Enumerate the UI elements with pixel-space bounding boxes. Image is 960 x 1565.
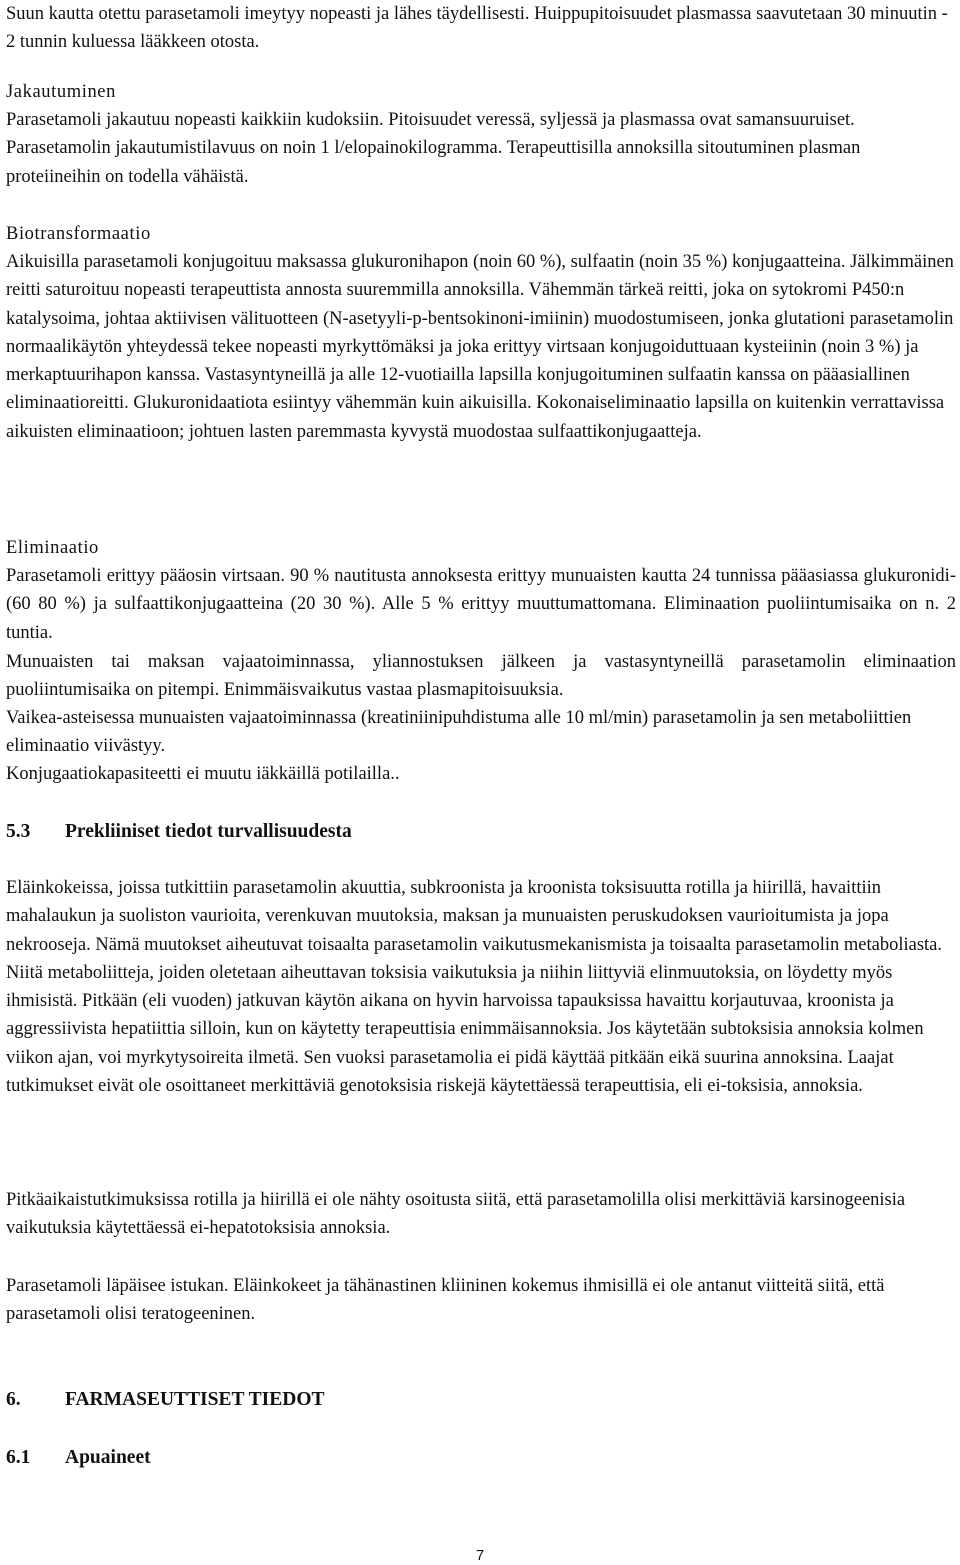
section-number: 5.3 (6, 821, 31, 842)
section-title: Prekliiniset tiedot turvallisuudesta (65, 821, 352, 842)
elimination-heading: Eliminaatio (6, 538, 99, 558)
section-5-3-heading (6, 818, 956, 846)
preclinical-paragraph-3: Parasetamoli läpäisee istukan. Eläinkokeet ja tähänastinen kliininen kokemus ihmisillä ei ole antanut viitteitä siitä, että parasetamoli olisi teratogeeninen. (6, 1276, 885, 1325)
elimination-paragraph-2: Munuaisten tai maksan vajaatoiminnassa, yliannostuksen jälkeen ja vastasyntyneillä parasetamolin eliminaation puoliintumisaika on pitempi. Enimmäisvaikutus vastaa plasmapitoisuuksia. (6, 652, 956, 701)
absorption-paragraph: Suun kautta otettu parasetamoli imeytyy nopeasti ja lähes täydellisesti. Huippupitoisuudet plasmassa saavutetaan 30 minuutin - 2 tunnin kuluessa lääkkeen otosta. (6, 4, 948, 53)
section-title: Apuaineet (65, 1447, 151, 1468)
section-6-1-heading (6, 1444, 956, 1472)
biotransformation-heading: Biotransformaatio (6, 224, 151, 244)
preclinical-paragraph-1: Eläinkokeissa, joissa tutkittiin parasetamolin akuuttia, subkroonista ja kroonista toksisuutta rotilla ja hiirillä, havaittiin mahalaukun ja suoliston vaurioita, verenkuvan muutoksia, maksan ja munuaisten peruskudoksen vaurioitumista ja jopa nekrooseja. Nämä muutokset aiheutuvat toisaalta parasetamolin vaikutusmekanismista ja toisaalta parasetamolin metaboliasta. Niitä metaboliitteja, joiden oletetaan aiheuttavan toksisia vaikutuksia ja niihin liittyviä elinmuutoksia, on löydetty myös ihmisistä. Pitkään (eli vuoden) jatkuvan käytön aikana on hyvin harvoissa tapauksissa havaittu korjautuvaa, kroonista ja aggressiivista hepatiittia silloin, kun on käytetty terapeuttisia enimmäisannoksia. Jos käytetään subtoksisia annoksia kolmen viikon ajan, voi myrkytysoireita ilmetä. Sen vuoksi parasetamolia ei pidä käyttää pitkään eikä suurina annoksina. Laajat tutkimukset eivät ole osoittaneet merkittäviä genotoksisia riskejä käytettäessä terapeuttisia, eli ei-toksisia, annoksia. (6, 878, 943, 1097)
page-number: 7 (475, 1547, 485, 1564)
section-number: 6. (6, 1389, 21, 1410)
elimination-paragraph-4: Konjugaatiokapasiteetti ei muutu iäkkäillä potilailla.. (6, 764, 400, 784)
distribution-heading: Jakautuminen (6, 82, 116, 102)
elimination-paragraph-1: Parasetamoli erittyy pääosin virtsaan. 90 % nautitusta annoksesta erittyy munuaisten kautta 24 tunnissa pääasiassa glukuronidi- (60 80 %) ja sulfaattikonjugaatteina (20 30 %). Alle 5 % erittyy muuttumattomana. Eliminaation puoliintumisaika on n. 2 tuntia. (6, 566, 956, 643)
biotransformation-paragraph: Aikuisilla parasetamoli konjugoituu maksassa glukuronihapon (noin 60 %), sulfaatin (noin 35 %) konjugaatteina. Jälkimmäinen reitti saturoituu nopeasti terapeuttista annosta suuremmilla annoksilla. Vähemmän tärkeä reitti, joka on sytokromi P450:n katalysoima, johtaa aktiivisen välituotteen (N-asetyyli-p-bentsokinoni-imiinin) muodostumiseen, jonka glutationi parasetamolin normaalikäytön yhteydessä tekee nopeasti myrkyttömäksi ja joka erittyy virtsaan konjugoiduttuaan kysteiinin (noin 3 %) ja merkaptuurihapon kanssa. Vastasyntyneillä ja alle 12-vuotiailla lapsilla konjugoituminen sulfaatin kanssa on pääasiallinen eliminaatioreitti. Glukuronidaatiota esiintyy vähemmän kuin aikuisilla. Kokonaiseliminaatio lapsilla on kuitenkin verrattavissa aikuisten eliminaatioon; johtuen lasten paremmasta kyvystä muodostaa sulfaattikonjugaatteja. (6, 252, 954, 442)
preclinical-paragraph-2: Pitkäaikaistutkimuksissa rotilla ja hiirillä ei ole nähty osoitusta siitä, että parasetamolilla olisi merkittäviä karsinogeenisia vaikutuksia käytettäessä ei-hepatotoksisia annoksia. (6, 1190, 906, 1239)
section-number: 6.1 (6, 1447, 31, 1468)
elimination-paragraph-3: Vaikea-asteisessa munuaisten vajaatoiminnassa (kreatiniinipuhdistuma alle 10 ml/min) parasetamolin ja sen metaboliittien eliminaatio viivästyy. (6, 708, 912, 757)
distribution-paragraph: Parasetamoli jakautuu nopeasti kaikkiin kudoksiin. Pitoisuudet veressä, syljessä ja plasmassa ovat samansuuruiset. Parasetamolin jakautumistilavuus on noin 1 l/elopainokilogramma. Terapeuttisilla annoksilla sitoutuminen plasman proteiineihin on todella vähäistä. (6, 110, 861, 187)
section-6-heading (6, 1386, 956, 1414)
section-title: FARMASEUTTISET TIEDOT (65, 1389, 325, 1410)
